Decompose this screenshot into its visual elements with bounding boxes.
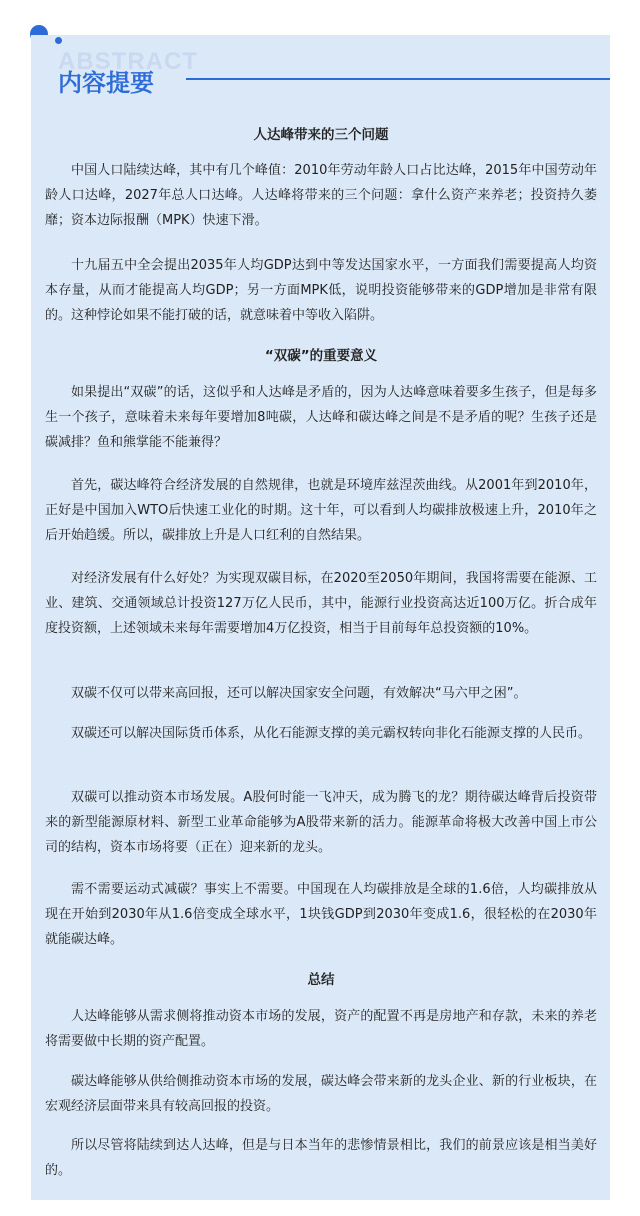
paragraph: 十九届五中全会提出2035年人均GDP达到中等发达国家水平，一方面我们需要提高人均资本存量，从而才能提高人均GDP；另一方面MPK低，说明投资能够带来的GDP增加是非常有限的。这种悖论如果不能打破的话，就意味着中等收入陷阱。 — [45, 258, 597, 323]
paragraph: 双碳可以推动资本市场发展。A股何时能一飞冲天，成为腾飞的龙？期待碳达峰背后投资带来的新型能源原材料、新型工业革命能够为A股带来新的活力。能源革命将极大改善中国上市公司的结构，资本市场将要（正在）迎来新的龙头。 — [45, 790, 597, 855]
heading-summary: 总结 — [307, 972, 335, 988]
paragraph: 对经济发展有什么好处？为实现双碳目标，在2020至2050年期间，我国将需要在能源、工业、建筑、交通领域总计投资127万亿人民币，其中，能源行业投资高达近100万亿。折合成年度投资额，上述领域未来每年需要增加4万亿投资，相当于目前每年总投资额的10%。 — [45, 571, 597, 636]
paragraph: 如果提出“双碳”的话，这似乎和人达峰是矛盾的，因为人达峰意味着要多生孩子，但是每多生一个孩子，意味着未来每年要增加8吨碳，人达峰和碳达峰之间是不是矛盾的呢？生孩子还是碳减排？鱼和熊掌能不能兼得？ — [45, 385, 597, 450]
paragraph: 首先，碳达峰符合经济发展的自然规律，也就是环境库兹涅茨曲线。从2001年到2010年，正好是中国加入WTO后快速工业化的时期。这十年，可以看到人均碳排放极速上升，2010年之后开始趋缓。所以，碳排放上升是人口红利的自然结果。 — [45, 478, 597, 543]
heading-dual-carbon: “双碳”的重要意义 — [264, 348, 378, 364]
paragraph: 碳达峰能够从供给侧推动资本市场的发展，碳达峰会带来新的龙头企业、新的行业板块，在宏观经济层面带来具有较高回报的投资。 — [45, 1074, 597, 1114]
paragraph: 人达峰能够从需求侧将推动资本市场的发展，资产的配置不再是房地产和存款，未来的养老将需要做中长期的资产配置。 — [45, 1009, 597, 1049]
abstract-watermark: ABSTRACT — [58, 48, 198, 75]
paragraph: 双碳还可以解决国际货币体系，从化石能源支撑的美元霸权转向非化石能源支撑的人民币。 — [71, 726, 592, 741]
decorative-dot-small — [55, 37, 62, 44]
title-divider — [186, 78, 610, 80]
paragraph: 所以尽管将陆续到达人达峰，但是与日本当年的悲惨情景相比，我们的前景应该是相当美好的。 — [45, 1138, 597, 1178]
paragraph: 双碳不仅可以带来高回报，还可以解决国家安全问题，有效解决“马六甲之困”。 — [71, 686, 527, 701]
paragraph: 中国人口陆续达峰，其中有几个峰值：2010年劳动年龄人口占比达峰，2015年中国劳动年龄人口达峰，2027年总人口达峰。人达峰将带来的三个问题：拿什么资产来养老；投资持久萎靡；资本边际报酬（MPK）快速下滑。 — [45, 163, 597, 228]
heading-population-peak: 人达峰带来的三个问题 — [253, 127, 389, 143]
section-title: 内容提要 — [58, 69, 154, 97]
paragraph: 需不需要运动式减碳？事实上不需要。中国现在人均碳排放是全球的1.6倍，人均碳排放从现在开始到2030年从1.6倍变成全球水平，1块钱GDP到2030年变成1.6，很轻松的在2030年就能碳达峰。 — [45, 882, 597, 947]
